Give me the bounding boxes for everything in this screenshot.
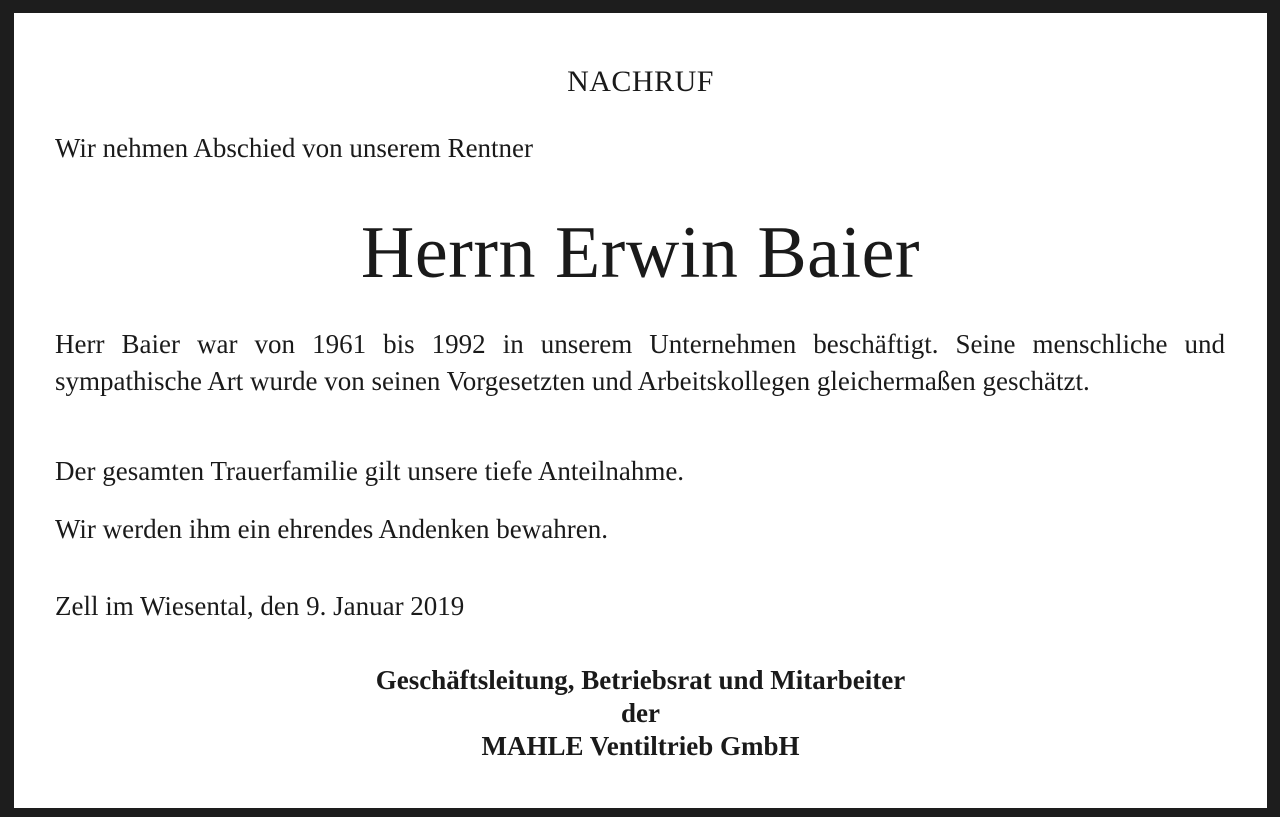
signature-line-1: Geschäftsleitung, Betriebsrat und Mitarbeiter (375, 665, 906, 695)
condolence-paragraph: Der gesamten Trauerfamilie gilt unsere tiefe Anteilnahme. (55, 456, 685, 486)
signature-line-2: der (621, 698, 660, 728)
signature-company: MAHLE Ventiltrieb GmbH (481, 731, 800, 761)
intro-line: Wir nehmen Abschied von unserem Rentner (55, 133, 534, 163)
deceased-name: Herrn Erwin Baier (360, 212, 921, 294)
notice-heading: NACHRUF (567, 65, 714, 98)
remembrance-paragraph: Wir werden ihm ein ehrendes Andenken bewahren. (55, 514, 608, 544)
obituary-notice (14, 13, 1267, 808)
signature-block (14, 664, 1267, 763)
employment-paragraph: Herr Baier war von 1961 bis 1992 in unserem Unternehmen beschäftigt. Seine menschliche und sympathische Art wurde von seinen Vorgesetzten und Arbeitskollegen gleichermaßen geschätzt. (55, 329, 1225, 396)
place-date: Zell im Wiesental, den 9. Januar 2019 (55, 591, 465, 621)
